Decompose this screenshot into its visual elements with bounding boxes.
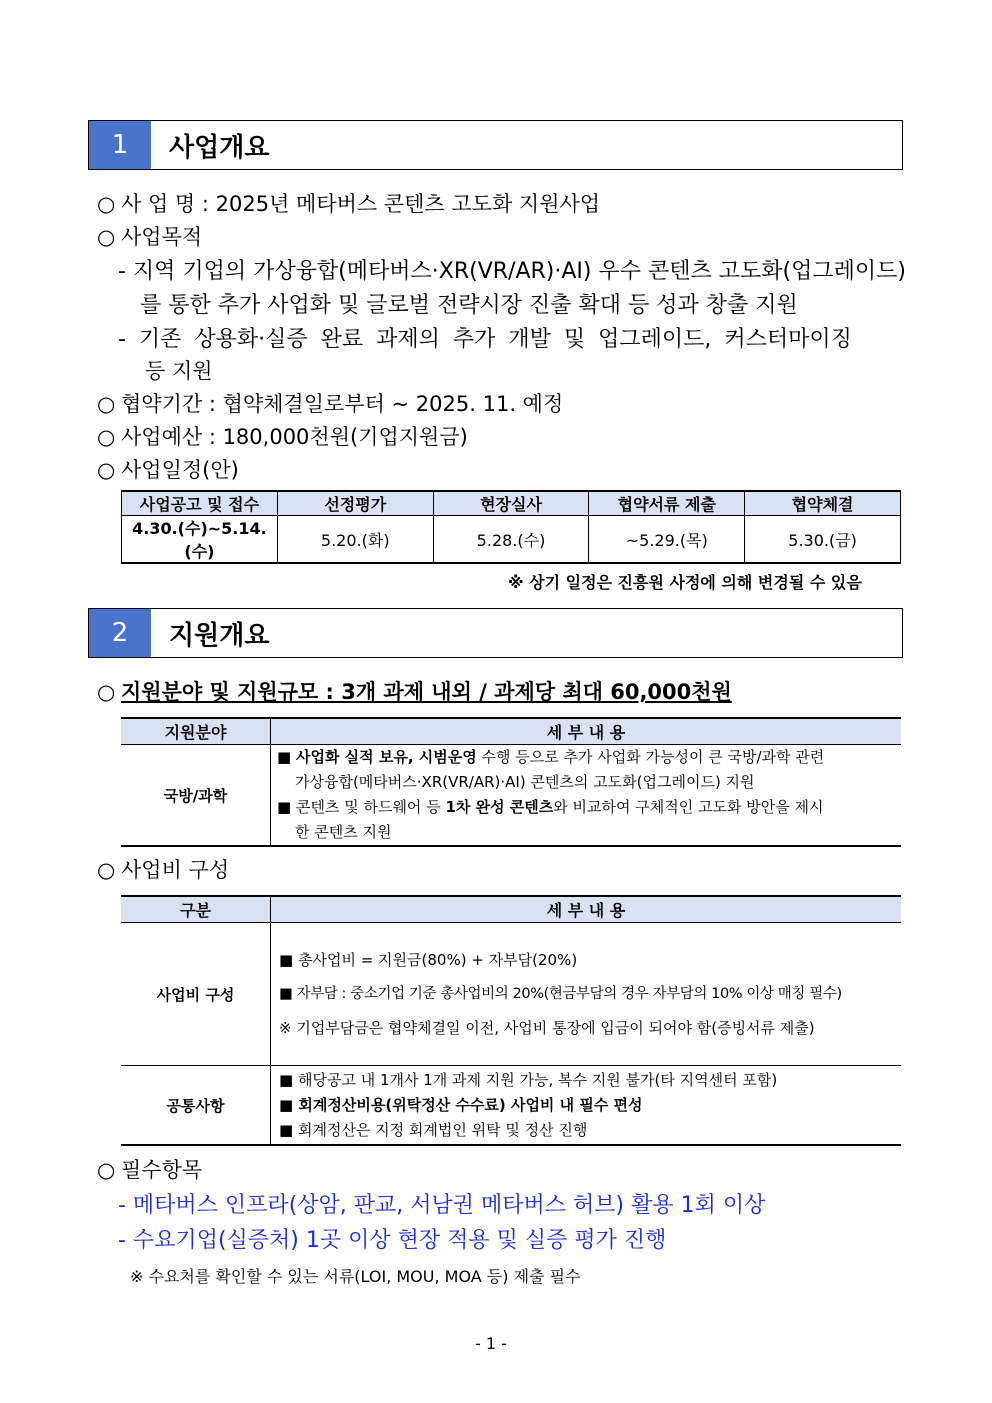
schedule-header: 선정평가 <box>277 491 433 516</box>
support-bullet-1: ■ 사업화 실적 보유, 시범운영 수행 등으로 추가 사업화 가능성이 큰 국방/과학 관련 <box>277 748 825 766</box>
support-col-detail: 세 부 내 용 <box>271 718 902 745</box>
schedule-header-row <box>122 491 901 516</box>
section-number: 1 <box>89 121 151 169</box>
page-number: - 1 - <box>475 1334 507 1353</box>
budget-table <box>121 895 901 1146</box>
budget-row-common <box>121 1066 901 1146</box>
required-item-1: - 메타버스 인프라(상암, 판교, 서남권 메타버스 허브) 활용 1회 이상 <box>118 1193 766 1218</box>
budget-row-composition <box>121 923 901 1066</box>
section-1-header <box>88 120 903 170</box>
section-title: 지원개요 <box>169 620 270 651</box>
support-bullet-1-cont: 가상융합(메타버스·XR(VR/AR)·AI) 콘텐츠의 고도화(업그레이드) 지원 <box>295 773 755 791</box>
section-number: 2 <box>89 609 151 657</box>
overview-line-budget: ○ 사업예산 : 180,000천원(기업지원금) <box>97 425 468 449</box>
budget-note: ※ 기업부담금은 협약체결일 이전, 사업비 통장에 입금이 되어야 함(증빙서류 제출) <box>279 1019 815 1037</box>
budget-header-row <box>121 896 901 923</box>
required-heading: ○ 필수항목 <box>97 1158 203 1182</box>
schedule-value: 5.28.(수) <box>433 516 589 564</box>
support-row <box>121 745 901 847</box>
schedule-value: 5.20.(화) <box>277 516 433 564</box>
support-bullet-2-cont: 한 콘텐츠 지원 <box>295 823 392 841</box>
support-field: 국방/과학 <box>121 745 271 847</box>
common-item: ■ 회계정산은 지정 회계법인 위탁 및 정산 진행 <box>279 1120 588 1139</box>
schedule-table <box>121 490 901 564</box>
budget-col-detail: 세 부 내 용 <box>271 896 902 923</box>
budget-item: ■ 총사업비 = 지원금(80%) + 자부담(20%) <box>279 951 578 969</box>
common-item: ■ 회계정산비용(위탁정산 수수료) 사업비 내 필수 편성 <box>279 1095 643 1114</box>
budget-row-label: 공통사항 <box>121 1066 271 1146</box>
overview-line-name: ○ 사 업 명 : 2025년 메타버스 콘텐츠 고도화 지원사업 <box>97 192 601 216</box>
budget-row-detail <box>271 1066 902 1146</box>
purpose-item-1: - 지역 기업의 가상융합(메타버스·XR(VR/AR)·AI) 우수 콘텐츠 고도화(업그레이드) <box>118 259 906 284</box>
overview-line-period: ○ 협약기간 : 협약체결일로부터 ~ 2025. 11. 예정 <box>97 392 564 416</box>
budget-heading: ○ 사업비 구성 <box>97 858 230 882</box>
schedule-header: 협약체결 <box>745 491 901 516</box>
overview-line-schedule: ○ 사업일정(안) <box>97 458 239 482</box>
budget-item: ■ 자부담 : 중소기업 기준 총사업비의 20%(현금부담의 경우 자부담의 10% 이상 매칭 필수) <box>279 986 842 1002</box>
schedule-value-row <box>122 516 901 564</box>
support-heading: ○ 지원분야 및 지원규모 : 3개 과제 내외 / 과제당 최대 60,000천원 <box>97 680 732 704</box>
budget-row-detail <box>271 923 902 1066</box>
schedule-value: ~5.29.(목) <box>589 516 745 564</box>
section-title: 사업개요 <box>169 132 270 163</box>
common-item: ■ 해당공고 내 1개사 1개 과제 지원 가능, 복수 지원 불가(타 지역센터 포함) <box>279 1070 778 1089</box>
section-2-header <box>88 608 903 658</box>
schedule-value: 5.30.(금) <box>745 516 901 564</box>
support-col-field: 지원분야 <box>121 718 271 745</box>
schedule-value: 4.30.(수)~5.14.(수) <box>122 516 278 564</box>
support-detail <box>271 745 902 847</box>
overview-line-purpose: ○ 사업목적 <box>97 225 203 249</box>
support-header-row <box>121 718 901 745</box>
schedule-header: 현장실사 <box>433 491 589 516</box>
support-table <box>121 717 901 847</box>
purpose-item-2-cont: 등 지원 <box>145 359 213 383</box>
purpose-item-2: - 기존 상용화·실증 완료 과제의 추가 개발 및 업그레이드, 커스터마이징 <box>118 327 852 352</box>
purpose-item-1-cont: 를 통한 추가 사업화 및 글로벌 전략시장 진출 확대 등 성과 창출 지원 <box>140 293 798 318</box>
schedule-header: 협약서류 제출 <box>589 491 745 516</box>
budget-col-category: 구분 <box>121 896 271 923</box>
schedule-note: ※ 상기 일정은 진흥원 사정에 의해 변경될 수 있음 <box>508 573 862 592</box>
schedule-header: 사업공고 및 접수 <box>122 491 278 516</box>
required-item-2: - 수요기업(실증처) 1곳 이상 현장 적용 및 실증 평가 진행 <box>118 1228 667 1253</box>
required-note: ※ 수요처를 확인할 수 있는 서류(LOI, MOU, MOA 등) 제출 필수 <box>130 1267 581 1286</box>
budget-row-label: 사업비 구성 <box>121 923 271 1066</box>
support-bullet-2: ■ 콘텐츠 및 하드웨어 등 1차 완성 콘텐츠와 비교하여 구체적인 고도화 방안을 제시 <box>277 798 824 816</box>
